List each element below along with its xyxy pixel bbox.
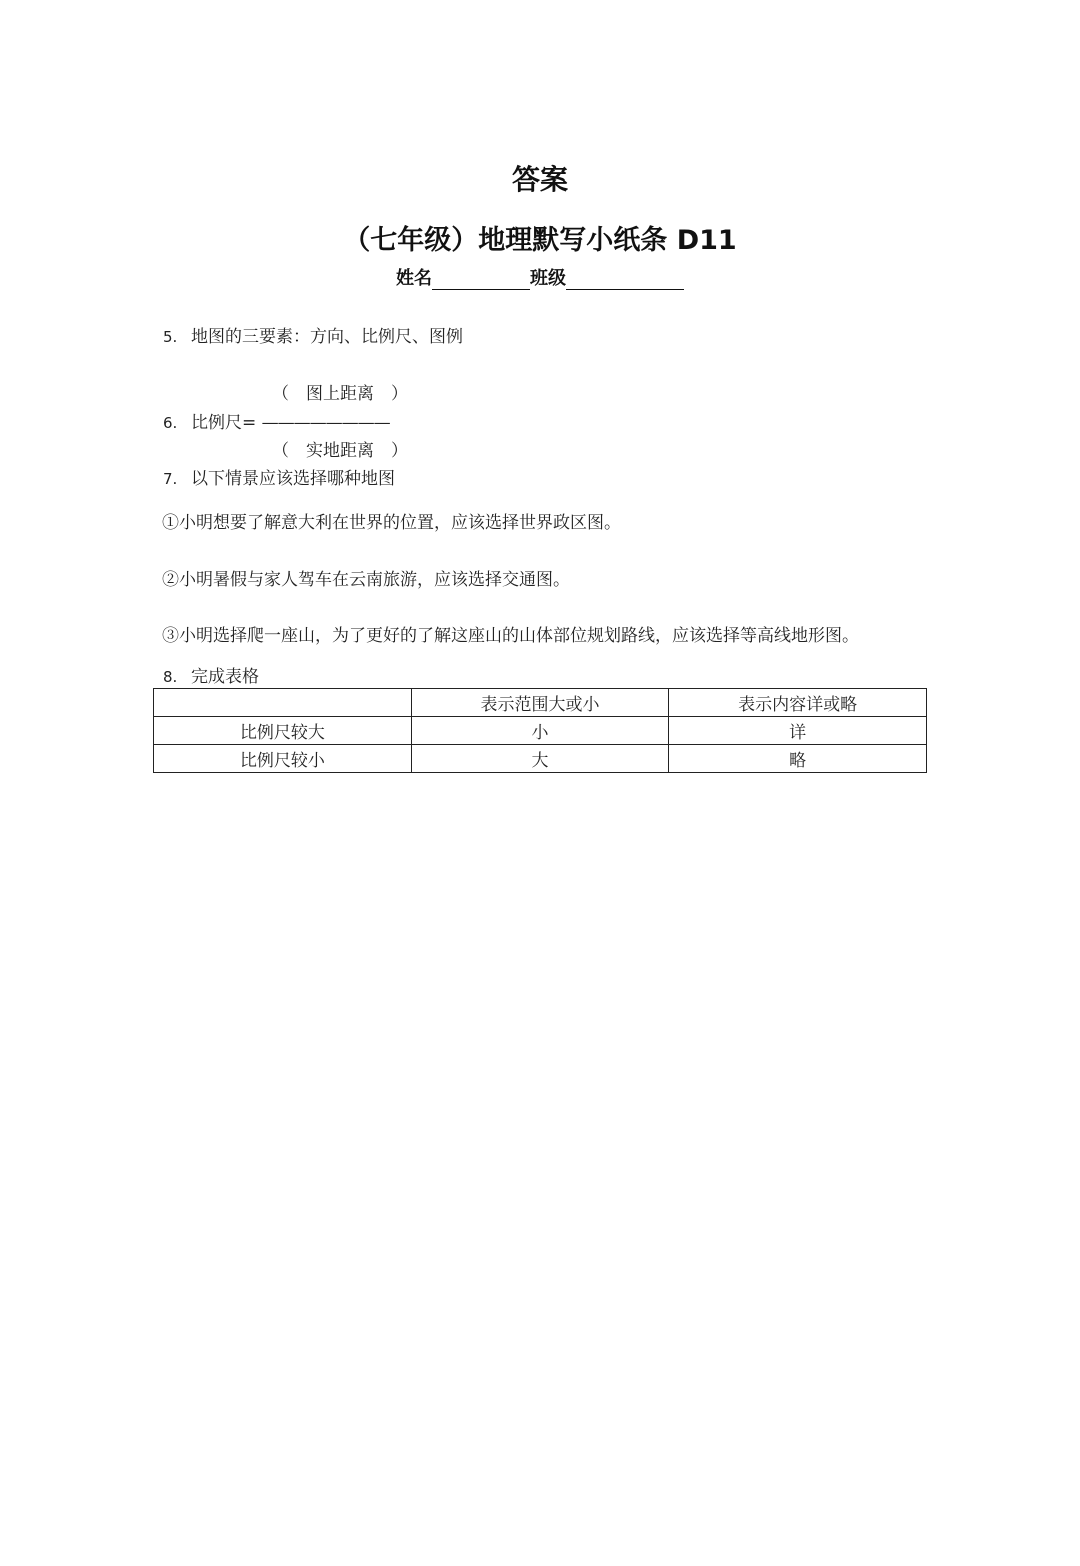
question-7 — [163, 464, 395, 489]
class-label: 班级 — [530, 268, 566, 289]
table-header-cell: 表示内容详或略 — [669, 689, 927, 717]
answer-title: 答案 — [511, 163, 568, 196]
table-cell: 比例尺较小 — [154, 745, 412, 773]
question-text: 以下情景应该选择哪种地图 — [191, 469, 395, 489]
table-cell: 大 — [411, 745, 669, 773]
question-number: 5. — [163, 328, 178, 346]
question-text: 完成表格 — [191, 667, 259, 687]
question-6 — [163, 408, 390, 433]
table-cell: 略 — [669, 745, 927, 773]
table-cell: 比例尺较大 — [154, 717, 412, 745]
table-cell: 小 — [411, 717, 669, 745]
table-row — [154, 745, 927, 773]
fraction-numerator: （ 图上距离 ） — [272, 384, 408, 404]
sheet-title: （七年级）地理默写小纸条 D11 — [343, 225, 737, 256]
name-label: 姓名 — [396, 268, 432, 289]
scenario-item-3: ③小明选择爬一座山，为了更好的了解这座山的山体部位规划路线，应该选择等高线地形图。 — [162, 626, 859, 646]
question-number: 7. — [163, 470, 178, 488]
question-number: 8. — [163, 668, 178, 686]
scenario-item-1: ①小明想要了解意大利在世界的位置，应该选择世界政区图。 — [162, 513, 621, 533]
scale-label: 比例尺= — [191, 413, 257, 433]
table-cell: 详 — [669, 717, 927, 745]
class-blank — [566, 269, 684, 290]
scale-comparison-table — [153, 688, 927, 773]
fraction-denominator: （ 实地距离 ） — [272, 441, 408, 461]
name-blank — [432, 269, 530, 290]
fraction-line: ———————— — [261, 413, 390, 433]
table-header-cell — [154, 689, 412, 717]
question-8 — [163, 662, 259, 687]
table-header-cell: 表示范围大或小 — [411, 689, 669, 717]
table-header-row — [154, 689, 927, 717]
question-text: 地图的三要素：方向、比例尺、图例 — [191, 327, 463, 347]
scenario-item-2: ②小明暑假与家人驾车在云南旅游，应该选择交通图。 — [162, 570, 570, 590]
table-row — [154, 717, 927, 745]
name-class-bar — [0, 264, 1080, 290]
question-5 — [163, 322, 463, 347]
question-number: 6. — [163, 414, 178, 432]
